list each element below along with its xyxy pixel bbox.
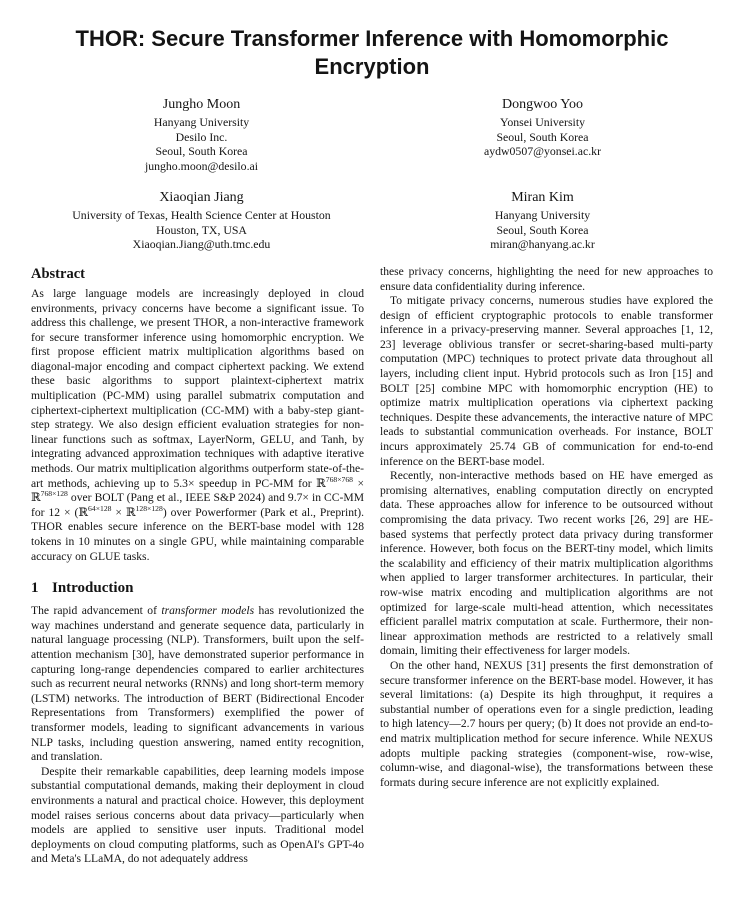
author-name: Dongwoo Yoo (502, 97, 583, 112)
author-email: aydw0507@yonsei.ac.kr (483, 144, 601, 159)
left-column (31, 265, 364, 867)
body-paragraph-nexus: On the other hand, NEXUS [31] presents the first demonstration of secure transformer inference on the BERT-base model. However, it has several limitations: (a) Despite its high throughput, it requires a substantial number of operations even for a single prediction, leading to high latency—2.7 hours per query; (b) It does not provide an end-to-end matrix multiplication method for secure inference. While NEXUS adopts multiple packing strategies (component-wise, row-wise, column-wise, and diagonal-wise), the transformations between these formats during secure inference are not explicitly explained. (380, 658, 713, 789)
author-affiliation: Hanyang University (494, 207, 591, 222)
author-name: Xiaoqian Jiang (159, 189, 244, 205)
abstract-paragraph: As large language models are increasingly deployed in cloud environments, privacy concerns have become a significant issue. To address this challenge, we present THOR, a non-interactive framework for secure transformer inference using homomorphic encryption. We first propose efficient matrix multiplication algorithms based on diagonal-major encoding and compact ciphertext packing. We extend these basic algorithms to support plaintext-ciphertext matrix multiplication (PC-MM) using parallel submatrix computation and ciphertext-ciphertext multiplication (CC-MM) with a baby-step giant-step strategy. We also design efficient evaluation strategies for non-linear functions such as softmax, LayerNorm, GELU, and Tanh, by integrating advanced approximation techniques with adaptive iterative methods. Our matrix multiplication algorithms outperform state-of-the-art methods, achieving up to 5.3× speedup in PC-MM for ℝ$^{768\times 768}$ × ℝ$^{768\times 128}$ over BOLT (Pang et al., IEEE S&P 2024) and 9.7× in CC-MM for 12 × (ℝ$^{64\times 128}$ × ℝ$^{128\times 128}$) over Powerformer (Park et al., Preprint). THOR enables secure inference on the BERT-base model with 128 tokens in 10 minutes on a single GPU, while maintaining comparable accuracy on GLUE tasks. (31, 286, 365, 563)
body-paragraph-continuation: these privacy concerns, highlighting the need for new approaches to ensure data confidentiality during inference. (380, 264, 713, 293)
author-affiliation: University of Texas, Health Science Center at Houston (72, 207, 331, 222)
abstract-heading: Abstract (31, 265, 85, 282)
author-email: jungho.moon@desilo.ai (144, 159, 259, 174)
author-email: Xiaoqian.Jiang@uth.tmc.edu (132, 237, 271, 252)
author-email: miran@hanyang.ac.kr (490, 237, 595, 252)
author-name: Jungho Moon (162, 97, 241, 112)
author-block-xiaoqian-jiang (31, 189, 372, 252)
body-paragraph-non-interactive-he: Recently, non-interactive methods based on HE have emerged as promising alternatives, enabling computation directly on encrypted data. These approaches allow for inference to be outsourced without compromising the data privacy. Two recent works [26, 29] are HE-based systems that perfectly protect data privacy during transformer inference. However, both focus on the BERT-tiny model, which limits the scalability and efficiency of their matrix multiplication algorithms when applied to larger transformer architectures. In particular, their row-wise matrix encoding and multiplication algorithms are not optimized for large-scale multi-head attention, which necessitates efficient parallel matrix computation at scale. Furthermore, their non-linear approximation methods are restricted to a relatively small domain, limiting their effectiveness for larger models. (380, 469, 713, 658)
author-block-dongwoo-yoo (372, 96, 713, 174)
author-affiliation: Seoul, South Korea (496, 222, 589, 237)
paper-title: THOR: Secure Transformer Inference with Homomorphic Encryption (75, 26, 669, 79)
right-column (380, 265, 713, 867)
intro-paragraph-1: The rapid advancement of transformer models has revolutionized the way machines understand and generate sequence data, particularly in natural language processing (NLP). Transformers, built upon the self-attention mechanism [30], have demonstrated superior performance in capturing long-range dependencies compared to earlier architectures such as recurrent neural networks (RNNs) and long short-term memory (LSTM) networks. The introduction of BERT (Bidirectional Encoder Representations from Transformers) exemplified the power of transformer models, leading to significant advancements in various NLP tasks, including question answering, named entity recognition, and translation. (31, 604, 364, 764)
author-block-miran-kim (372, 189, 713, 252)
author-affiliation: Hanyang University (153, 115, 250, 129)
section-heading-introduction (31, 579, 364, 597)
body-paragraph-mitigate-privacy: To mitigate privacy concerns, numerous studies have explored the design of efficient cryptographic protocols to enable transformer inference in a privacy-preserving manner. Several approaches [1, 12, 23] leverage oblivious transfer or secret-sharing-based multi-party computation (MPC) techniques to protect private data throughout all layers, including client input. Hybrid protocols such as Iron [15] and BOLT [25] combine MPC with homomorphic encryption (HE) to optimize matrix multiplication operations via ciphertext packing techniques. Despite these advancements, the interactive nature of MPC leads to substantial communication overheads. For instance, BOLT incurs approximately 25.74 GB of communication for end-to-end inference on the BERT-base model. (380, 294, 713, 468)
author-affiliation: Yonsei University (500, 115, 585, 129)
author-affiliation: Houston, TX, USA (156, 222, 247, 237)
section-number: 1 (31, 580, 39, 597)
section-title: Introduction (52, 580, 134, 597)
author-block-jungho-moon (31, 96, 372, 174)
two-column-body (31, 265, 713, 867)
author-affiliation: Seoul, South Korea (496, 129, 589, 144)
author-affiliation: Desilo Inc. (175, 129, 228, 144)
author-affiliation: Seoul, South Korea (155, 144, 248, 159)
author-name: Miran Kim (511, 189, 574, 205)
author-grid (31, 96, 713, 252)
intro-paragraph-2: Despite their remarkable capabilities, deep learning models impose substantial computational demands, making their deployment in cloud environments a natural and practical choice. However, this deployment model raises serious concerns about data privacy—particularly when models are applied to sensitive user inputs. Traditional model deployments on cloud computing platforms, such as OpenAI's GPT-4o and Meta's LLaMA, do not adequately address (31, 764, 364, 866)
